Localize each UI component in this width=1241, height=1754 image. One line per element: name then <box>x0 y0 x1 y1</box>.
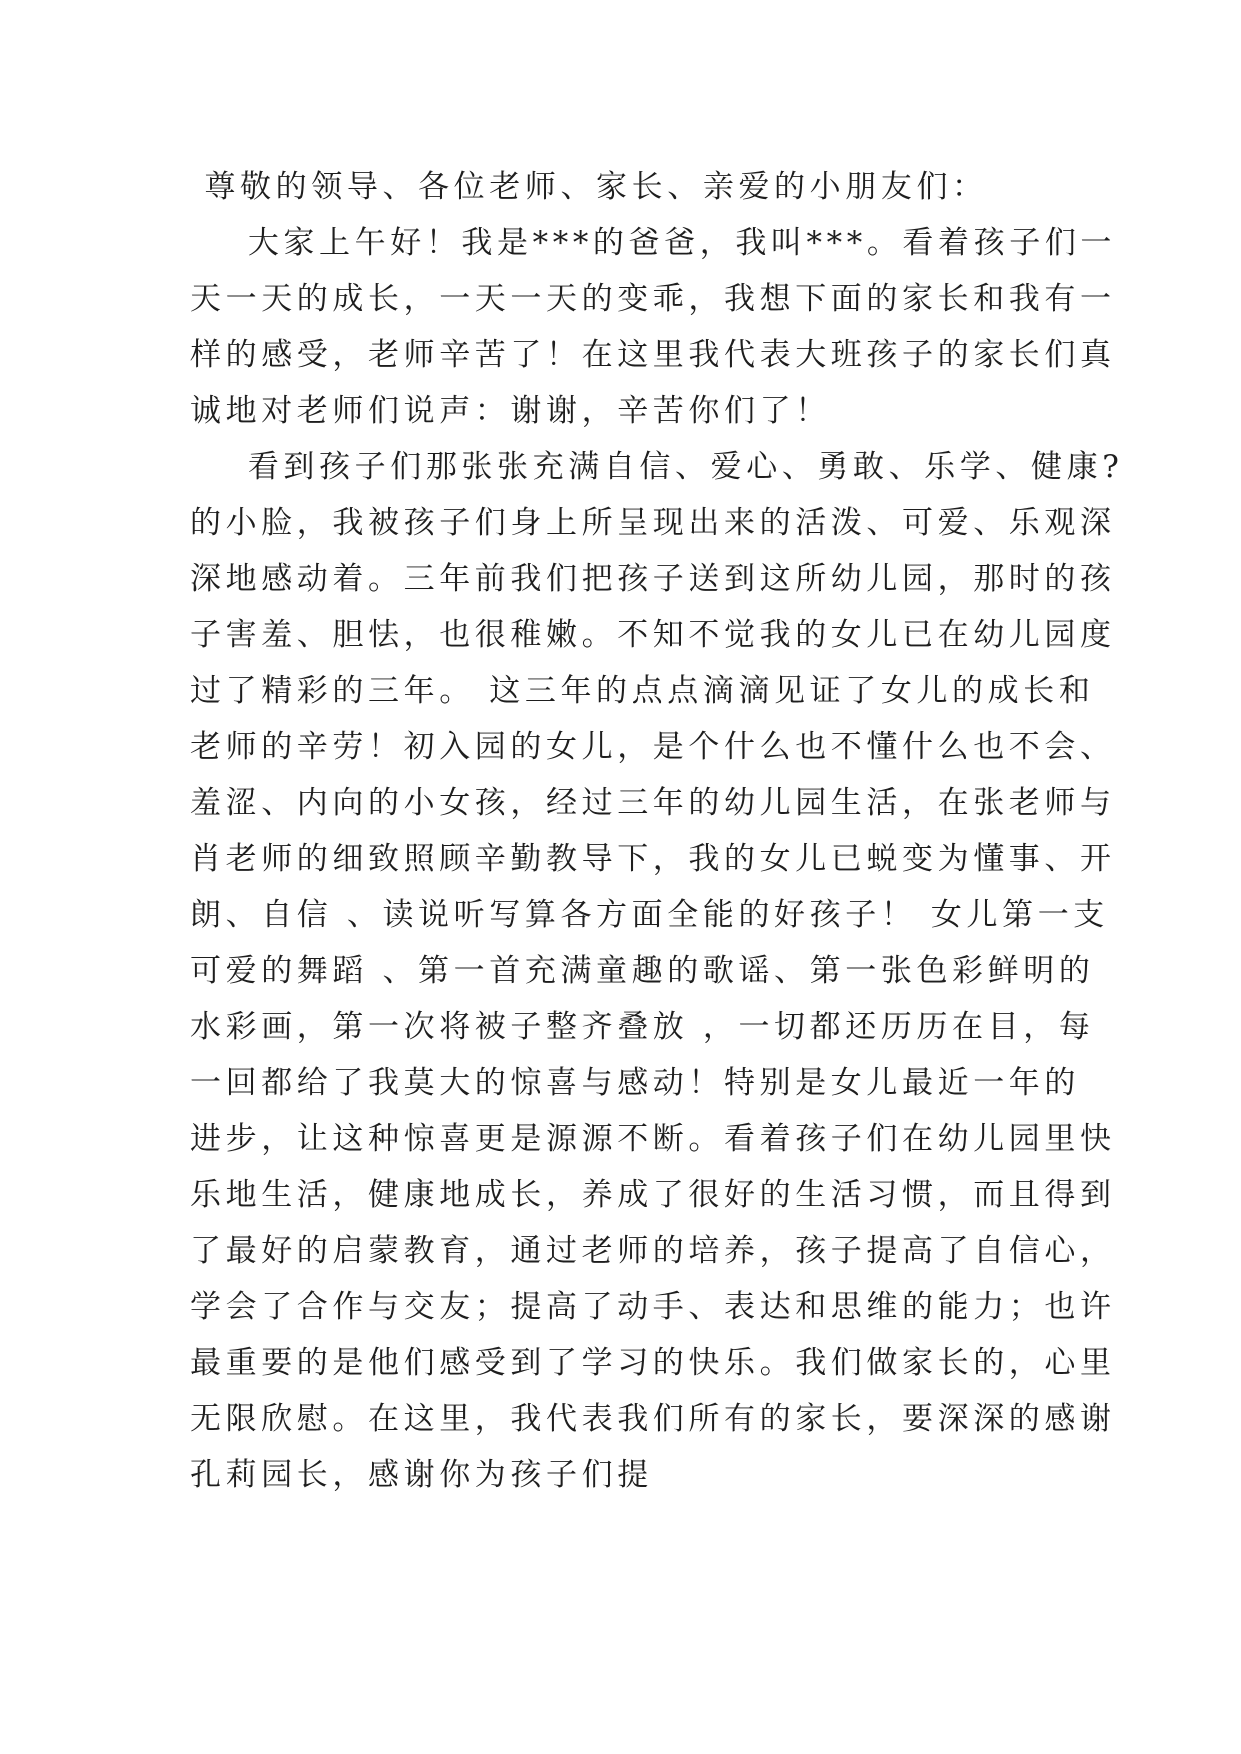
salutation-line: 尊敬的领导、各位老师、家长、亲爱的小朋友们： <box>190 169 988 205</box>
text-line: 的小脸，我被孩子们身上所呈现出来的活泼、可爱、乐观深 <box>190 505 1116 541</box>
text-line: 深地感动着。三年前我们把孩子送到这所幼儿园，那时的孩 <box>190 561 1116 597</box>
text-line: 看到孩子们那张张充满自信、爱心、勇敢、乐学、健康? <box>190 449 1124 485</box>
text-line: 羞涩、内向的小女孩，经过三年的幼儿园生活，在张老师与 <box>190 785 1116 821</box>
text-line: 诚地对老师们说声：谢谢，辛苦你们了！ <box>190 393 831 429</box>
text-line: 样的感受，老师辛苦了！在这里我代表大班孩子的家长们真 <box>190 337 1116 373</box>
text-line: 水彩画，第一次将被子整齐叠放 ，一切都还历历在目，每 <box>190 1009 1095 1045</box>
text-line: 过了精彩的三年。 这三年的点点滴滴见证了女儿的成长和 <box>190 673 1095 709</box>
text-line: 了最好的启蒙教育，通过老师的培养，孩子提高了自信心， <box>190 1233 1116 1269</box>
text-line: 乐地生活，健康地成长，养成了很好的生活习惯，而且得到 <box>190 1177 1116 1213</box>
text-line: 可爱的舞蹈 、第一首充满童趣的歌谣、第一张色彩鲜明的 <box>190 953 1095 989</box>
text-line: 天一天的成长，一天一天的变乖，我想下面的家长和我有一 <box>190 281 1116 317</box>
text-line: 子害羞、胆怯，也很稚嫩。不知不觉我的女儿已在幼儿园度 <box>190 617 1116 653</box>
text-line: 无限欣慰。在这里，我代表我们所有的家长，要深深的感谢 <box>190 1401 1116 1437</box>
text-line: 进步，让这种惊喜更是源源不断。看着孩子们在幼儿园里快 <box>190 1121 1116 1157</box>
text-line: 学会了合作与交友；提高了动手、表达和思维的能力；也许 <box>190 1289 1116 1325</box>
text-line: 孔莉园长，感谢你为孩子们提 <box>190 1457 653 1493</box>
text-line: 肖老师的细致照顾辛勤教导下，我的女儿已蜕变为懂事、开 <box>190 841 1116 877</box>
text-line: 朗、自信 、读说听写算各方面全能的好孩子！ 女儿第一支 <box>190 897 1109 933</box>
text-line: 老师的辛劳！初入园的女儿，是个什么也不懂什么也不会、 <box>190 729 1116 765</box>
text-line: 大家上午好！我是***的爸爸，我叫***。看着孩子们一 <box>190 225 1117 261</box>
text-line: 最重要的是他们感受到了学习的快乐。我们做家长的，心里 <box>190 1345 1116 1381</box>
text-line: 一回都给了我莫大的惊喜与感动！特别是女儿最近一年的 <box>190 1065 1080 1101</box>
